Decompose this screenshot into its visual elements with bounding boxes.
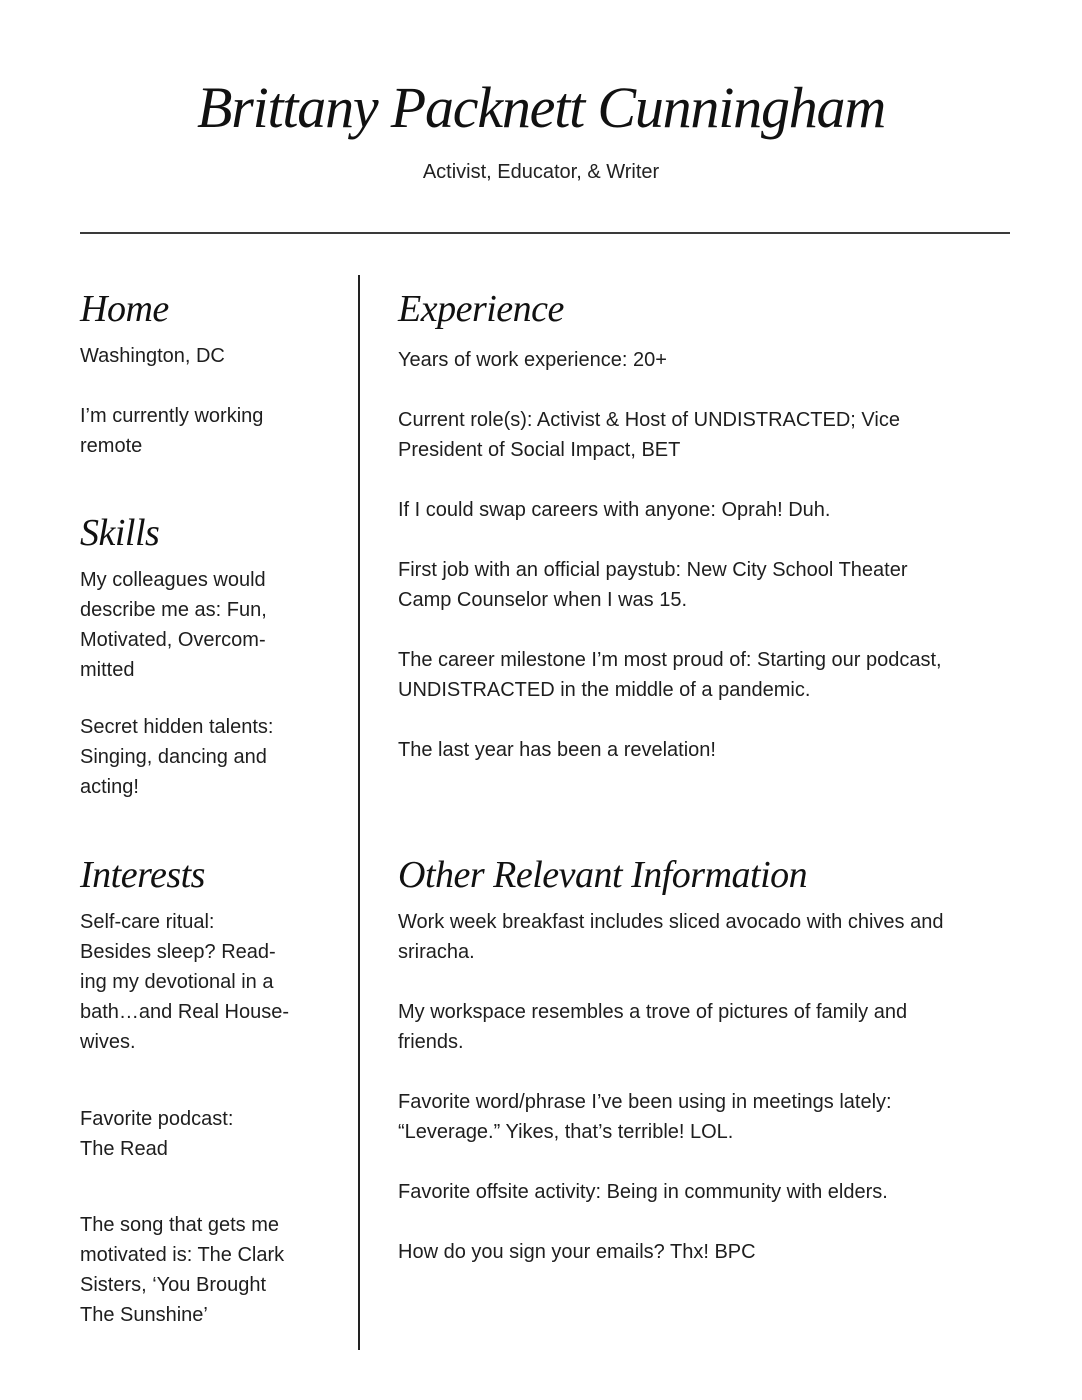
section-other-info xyxy=(398,852,1038,1263)
experience-first-job: First job with an official paystub: New City School Theater Camp Counselor when I was 15. xyxy=(398,559,908,611)
experience-years: Years of work experience: 20+ xyxy=(398,349,667,371)
section-title-interests: Interests xyxy=(80,854,205,896)
profile-subtitle: Activist, Educator, & Writer xyxy=(422,161,660,183)
section-title-experience: Experience xyxy=(398,288,564,330)
section-skills xyxy=(80,510,340,798)
left-column xyxy=(80,0,340,1400)
experience-milestone: The career milestone I’m most proud of: Starting our podcast, UNDISTRACTED in the middle of a pandemic. xyxy=(398,649,942,701)
other-breakfast: Work week breakfast includes sliced avocado with chives and sriracha. xyxy=(398,911,944,963)
other-workspace: My workspace resembles a trove of pictures of family and friends. xyxy=(398,1001,908,1053)
experience-swap-careers: If I could swap careers with anyone: Oprah! Duh. xyxy=(398,499,831,521)
other-offsite-activity: Favorite offsite activity: Being in community with elders. xyxy=(398,1181,888,1203)
other-email-signoff: How do you sign your emails? Thx! BPC xyxy=(398,1241,756,1263)
section-title-home: Home xyxy=(80,288,169,330)
other-favorite-phrase: Favorite word/phrase I’ve been using in meetings lately: “Leverage.” Yikes, that’s terrible! LOL. xyxy=(398,1091,892,1143)
section-title-other-info: Other Relevant Information xyxy=(398,854,808,896)
interests-podcast: Favorite podcast: The Read xyxy=(80,1108,234,1160)
section-experience xyxy=(398,286,1038,761)
home-location: Washington, DC xyxy=(80,345,225,367)
right-column xyxy=(398,0,1038,1400)
skills-talents: Secret hidden talents: Singing, dancing and acting! xyxy=(80,716,274,798)
experience-revelation: The last year has been a revelation! xyxy=(398,739,716,761)
home-work-mode: I’m currently working remote xyxy=(80,405,264,457)
experience-current-role: Current role(s): Activist & Host of UNDISTRACTED; Vice President of Social Impact, BET xyxy=(398,409,900,461)
section-interests xyxy=(80,852,340,1326)
interests-self-care: Self-care ritual: Besides sleep? Read- ing my devotional in a bath…and Real House- wives. xyxy=(80,911,290,1053)
profile-name: Brittany Packnett Cunningham xyxy=(196,75,886,140)
interests-song: The song that gets me motivated is: The Clark Sisters, ‘You Brought The Sunshine’ xyxy=(80,1214,285,1326)
skills-colleagues: My colleagues would describe me as: Fun, Motivated, Overcom- mitted xyxy=(80,569,267,681)
section-home xyxy=(80,286,340,457)
column-divider xyxy=(358,275,360,1350)
section-title-skills: Skills xyxy=(80,512,160,554)
